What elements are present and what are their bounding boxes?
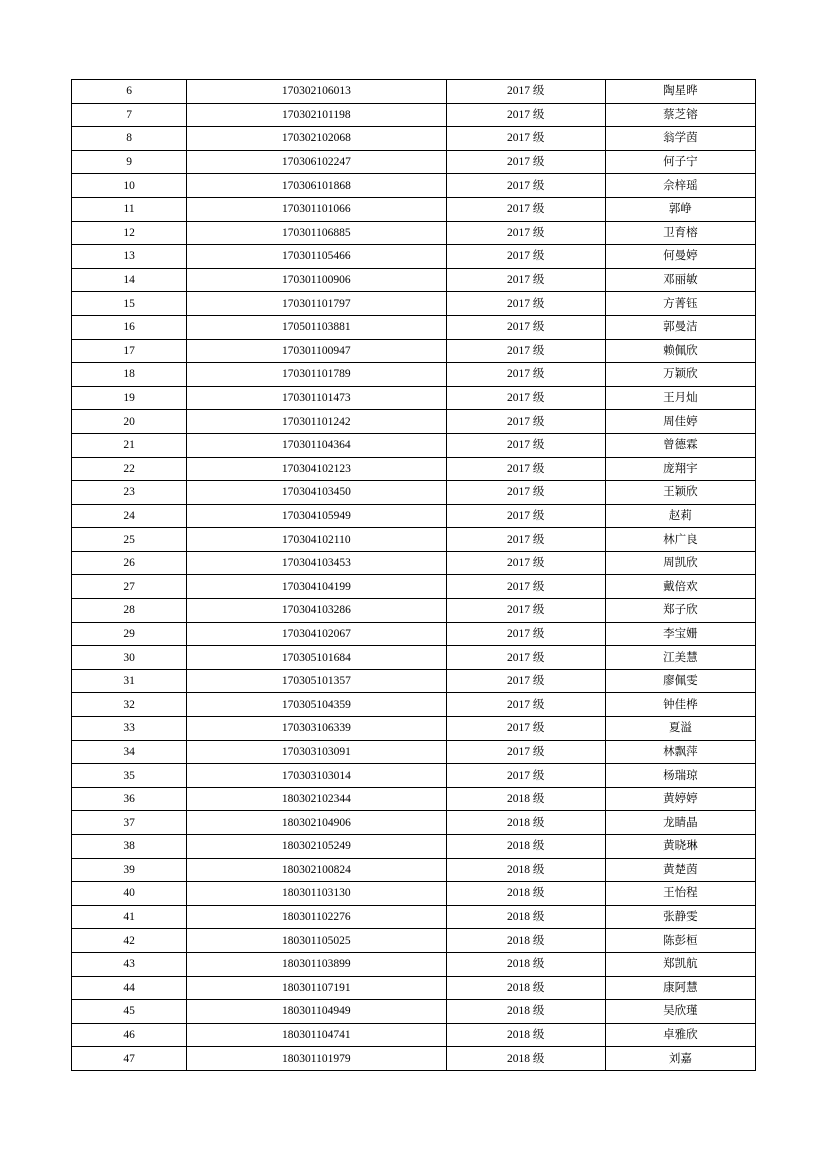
student-name-cell: 郭曼洁 [605,315,755,339]
student-id-cell: 170306102247 [187,150,446,174]
student-name-cell: 卓雅欣 [605,1023,755,1047]
row-index-cell: 15 [72,292,187,316]
table-row [72,268,756,292]
grade-cell: 2018 级 [446,976,605,1000]
grade-cell: 2017 级 [446,339,605,363]
student-name-cell: 钟佳桦 [605,693,755,717]
student-id-cell: 170303103091 [187,740,446,764]
grade-cell: 2017 级 [446,410,605,434]
grade-cell: 2017 级 [446,551,605,575]
student-id-cell: 170301100906 [187,268,446,292]
student-name-cell: 郭峥 [605,197,755,221]
student-name-cell: 何子宁 [605,150,755,174]
row-index-cell: 40 [72,882,187,906]
table-row [72,528,756,552]
grade-cell: 2018 级 [446,905,605,929]
row-index-cell: 24 [72,504,187,528]
student-name-cell: 陶星晔 [605,80,755,104]
grade-cell: 2018 级 [446,787,605,811]
table-row [72,197,756,221]
table-row [72,929,756,953]
row-index-cell: 38 [72,835,187,859]
row-index-cell: 12 [72,221,187,245]
student-name-cell: 周凯欣 [605,551,755,575]
student-id-cell: 170301101242 [187,410,446,434]
table-row [72,858,756,882]
row-index-cell: 23 [72,481,187,505]
row-index-cell: 41 [72,905,187,929]
row-index-cell: 22 [72,457,187,481]
grade-cell: 2017 级 [446,457,605,481]
table-row [72,551,756,575]
row-index-cell: 31 [72,669,187,693]
student-name-cell: 夏溢 [605,717,755,741]
row-index-cell: 36 [72,787,187,811]
student-name-cell: 翁学茵 [605,127,755,151]
student-name-cell: 刘嘉 [605,1047,755,1071]
row-index-cell: 28 [72,599,187,623]
student-id-cell: 170304102067 [187,622,446,646]
grade-cell: 2017 级 [446,481,605,505]
row-index-cell: 25 [72,528,187,552]
student-id-cell: 170302101198 [187,103,446,127]
row-index-cell: 19 [72,386,187,410]
student-id-cell: 170304103450 [187,481,446,505]
student-id-cell: 180301104949 [187,1000,446,1024]
student-id-cell: 170301106885 [187,221,446,245]
row-index-cell: 9 [72,150,187,174]
student-id-cell: 170301101066 [187,197,446,221]
grade-cell: 2017 级 [446,268,605,292]
student-name-cell: 王月灿 [605,386,755,410]
student-id-cell: 170303106339 [187,717,446,741]
row-index-cell: 10 [72,174,187,198]
student-id-cell: 170304105949 [187,504,446,528]
student-name-cell: 周佳婷 [605,410,755,434]
grade-cell: 2018 级 [446,1023,605,1047]
grade-cell: 2018 级 [446,1000,605,1024]
student-id-cell: 180301103130 [187,882,446,906]
row-index-cell: 18 [72,363,187,387]
grade-cell: 2017 级 [446,433,605,457]
row-index-cell: 21 [72,433,187,457]
row-index-cell: 30 [72,646,187,670]
student-id-cell: 180301105025 [187,929,446,953]
student-name-cell: 李宝姗 [605,622,755,646]
student-id-cell: 170302106013 [187,80,446,104]
grade-cell: 2017 级 [446,221,605,245]
table-row [72,717,756,741]
table-row [72,315,756,339]
student-id-cell: 180302104906 [187,811,446,835]
row-index-cell: 26 [72,551,187,575]
grade-cell: 2017 级 [446,504,605,528]
grade-cell: 2018 级 [446,929,605,953]
row-index-cell: 29 [72,622,187,646]
student-id-cell: 170301105466 [187,245,446,269]
table-row [72,905,756,929]
row-index-cell: 33 [72,717,187,741]
grade-cell: 2017 级 [446,693,605,717]
row-index-cell: 11 [72,197,187,221]
table-row [72,693,756,717]
student-id-cell: 170304102110 [187,528,446,552]
table-row [72,457,756,481]
grade-cell: 2017 级 [446,599,605,623]
grade-cell: 2017 级 [446,103,605,127]
student-id-cell: 170304103286 [187,599,446,623]
grade-cell: 2017 级 [446,740,605,764]
student-id-cell: 170306101868 [187,174,446,198]
student-name-cell: 邓丽敏 [605,268,755,292]
student-name-cell: 黄楚茵 [605,858,755,882]
table-body [72,80,756,1071]
grade-cell: 2018 级 [446,811,605,835]
student-name-cell: 黄晓琳 [605,835,755,859]
row-index-cell: 44 [72,976,187,1000]
student-name-cell: 龙睛晶 [605,811,755,835]
row-index-cell: 37 [72,811,187,835]
row-index-cell: 45 [72,1000,187,1024]
table-row [72,504,756,528]
row-index-cell: 14 [72,268,187,292]
row-index-cell: 13 [72,245,187,269]
student-id-cell: 170305101357 [187,669,446,693]
grade-cell: 2017 级 [446,315,605,339]
table-row [72,1000,756,1024]
table-row [72,103,756,127]
student-name-cell: 庞翔宇 [605,457,755,481]
table-row [72,787,756,811]
grade-cell: 2017 级 [446,127,605,151]
table-row [72,811,756,835]
table-row [72,835,756,859]
row-index-cell: 7 [72,103,187,127]
student-name-cell: 江美慧 [605,646,755,670]
grade-cell: 2017 级 [446,528,605,552]
student-name-cell: 廖佩雯 [605,669,755,693]
student-id-cell: 170302102068 [187,127,446,151]
grade-cell: 2017 级 [446,150,605,174]
student-name-cell: 戴倍欢 [605,575,755,599]
row-index-cell: 46 [72,1023,187,1047]
grade-cell: 2017 级 [446,174,605,198]
student-name-cell: 林广良 [605,528,755,552]
grade-cell: 2018 级 [446,835,605,859]
student-name-cell: 赵莉 [605,504,755,528]
table-row [72,599,756,623]
table-row [72,127,756,151]
student-id-cell: 170304102123 [187,457,446,481]
student-name-cell: 康阿慧 [605,976,755,1000]
student-id-cell: 180301107191 [187,976,446,1000]
table-row [72,80,756,104]
table-row [72,575,756,599]
grade-cell: 2017 级 [446,292,605,316]
grade-cell: 2017 级 [446,717,605,741]
student-name-cell: 郑凯航 [605,952,755,976]
student-id-cell: 170301101473 [187,386,446,410]
table-row [72,481,756,505]
student-id-cell: 170304104199 [187,575,446,599]
table-row [72,150,756,174]
student-name-cell: 郑子欣 [605,599,755,623]
student-name-cell: 佘梓瑶 [605,174,755,198]
table-row [72,292,756,316]
table-row [72,1047,756,1071]
grade-cell: 2017 级 [446,764,605,788]
row-index-cell: 43 [72,952,187,976]
student-id-cell: 180301102276 [187,905,446,929]
student-id-cell: 170301101797 [187,292,446,316]
table-row [72,339,756,363]
row-index-cell: 20 [72,410,187,434]
student-id-cell: 180302102344 [187,787,446,811]
row-index-cell: 27 [72,575,187,599]
grade-cell: 2017 级 [446,575,605,599]
student-id-cell: 170303103014 [187,764,446,788]
student-id-cell: 170305101684 [187,646,446,670]
table-row [72,669,756,693]
row-index-cell: 42 [72,929,187,953]
student-name-cell: 卫育榕 [605,221,755,245]
student-name-cell: 万颖欣 [605,363,755,387]
student-name-cell: 王怡程 [605,882,755,906]
student-id-cell: 180302100824 [187,858,446,882]
grade-cell: 2018 级 [446,952,605,976]
row-index-cell: 34 [72,740,187,764]
grade-cell: 2017 级 [446,197,605,221]
row-index-cell: 17 [72,339,187,363]
student-name-cell: 蔡芝镕 [605,103,755,127]
table-row [72,221,756,245]
table-row [72,764,756,788]
table-row [72,740,756,764]
student-name-cell: 曾德霖 [605,433,755,457]
grade-cell: 2017 级 [446,80,605,104]
table-row [72,882,756,906]
student-id-cell: 170304103453 [187,551,446,575]
table-row [72,363,756,387]
table-row [72,386,756,410]
student-id-cell: 180302105249 [187,835,446,859]
student-name-cell: 何曼婷 [605,245,755,269]
student-name-cell: 方菁钰 [605,292,755,316]
table-row [72,976,756,1000]
row-index-cell: 8 [72,127,187,151]
grade-cell: 2017 级 [446,669,605,693]
student-name-cell: 王颖欣 [605,481,755,505]
grade-cell: 2017 级 [446,622,605,646]
student-id-cell: 170501103881 [187,315,446,339]
row-index-cell: 32 [72,693,187,717]
grade-cell: 2017 级 [446,646,605,670]
student-id-cell: 170301104364 [187,433,446,457]
student-name-cell: 赖佩欣 [605,339,755,363]
student-id-cell: 170301100947 [187,339,446,363]
row-index-cell: 39 [72,858,187,882]
grade-cell: 2018 级 [446,1047,605,1071]
student-name-cell: 陈彭桓 [605,929,755,953]
grade-cell: 2017 级 [446,386,605,410]
student-name-cell: 林飘萍 [605,740,755,764]
student-name-cell: 张静雯 [605,905,755,929]
grade-cell: 2017 级 [446,245,605,269]
row-index-cell: 16 [72,315,187,339]
grade-cell: 2018 级 [446,882,605,906]
grade-cell: 2017 级 [446,363,605,387]
table-row [72,622,756,646]
table-row [72,952,756,976]
student-id-cell: 180301103899 [187,952,446,976]
table-row [72,245,756,269]
student-id-cell: 180301101979 [187,1047,446,1071]
student-list-table [71,79,756,1071]
student-id-cell: 170301101789 [187,363,446,387]
student-id-cell: 180301104741 [187,1023,446,1047]
student-id-cell: 170305104359 [187,693,446,717]
table-row [72,433,756,457]
row-index-cell: 35 [72,764,187,788]
student-name-cell: 黄婷婷 [605,787,755,811]
table-row [72,174,756,198]
student-name-cell: 杨瑞琼 [605,764,755,788]
table-row [72,410,756,434]
row-index-cell: 6 [72,80,187,104]
student-name-cell: 吴欣瑾 [605,1000,755,1024]
row-index-cell: 47 [72,1047,187,1071]
table-row [72,646,756,670]
table-row [72,1023,756,1047]
grade-cell: 2018 级 [446,858,605,882]
